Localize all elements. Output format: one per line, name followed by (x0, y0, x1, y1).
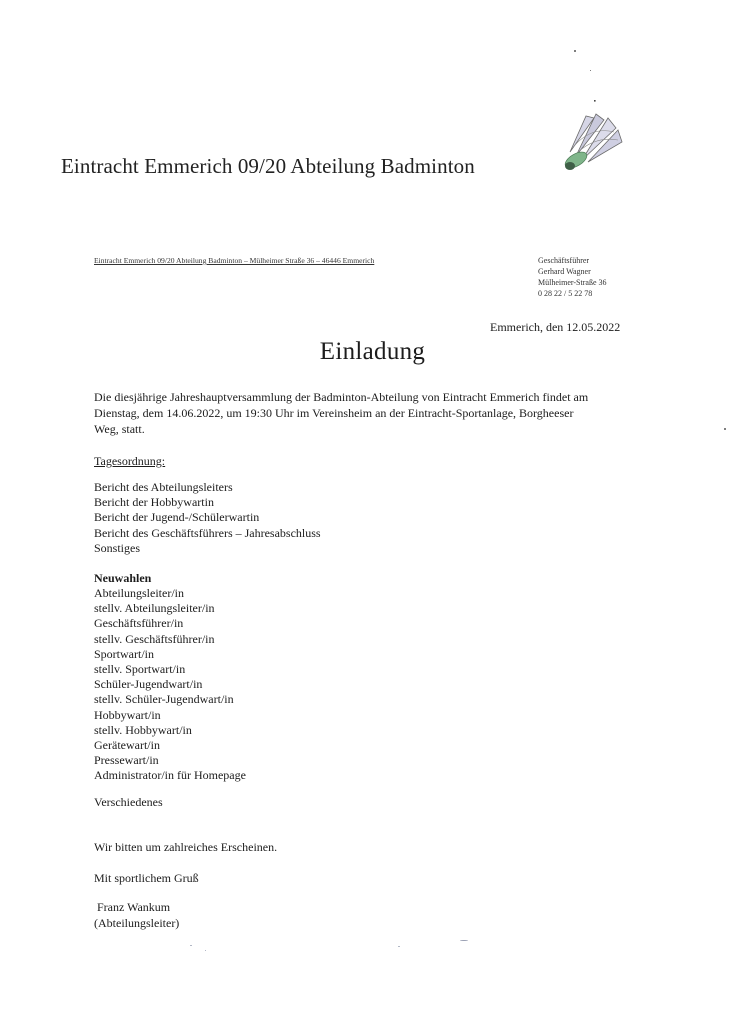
elections-title: Neuwahlen (94, 571, 152, 585)
agenda-item: Sonstiges (94, 540, 141, 555)
election-item: stellv. Schüler-Jugendwart/in (94, 692, 234, 707)
signature-role: (Abteilungsleiter) (94, 915, 180, 930)
agenda-item: Bericht des Geschäftsführers – Jahresabschluss (94, 525, 321, 540)
date-line: Emmerich, den 12.05.2022 (490, 320, 621, 334)
contact-block (538, 255, 607, 299)
contact-street: Mülheimer-Straße 36 (538, 278, 607, 287)
contact-role: Geschäftsführer (538, 256, 590, 265)
signature-block (94, 900, 179, 931)
election-item: stellv. Hobbywart/in (94, 722, 192, 737)
scan-speck (724, 428, 726, 430)
sender-address-line: Eintracht Emmerich 09/20 Abteilung Badminton – Mülheimer Straße 36 – 46446 Emmerich (94, 256, 375, 265)
agenda-list (94, 480, 321, 556)
election-item: Gerätewart/in (94, 738, 160, 753)
elections-list (94, 586, 246, 784)
document-heading: Einladung (319, 338, 426, 365)
greeting: Mit sportlichem Gruß (94, 871, 199, 885)
agenda-label: Tagesordnung: (94, 454, 166, 468)
election-item: stellv. Geschäftsführer/in (94, 631, 215, 646)
intro-paragraph (94, 389, 644, 437)
intro-line: Die diesjährige Jahreshauptversammlung der Badminton-Abteilung von Eintracht Emmerich findet am (94, 390, 589, 404)
scan-speck (574, 50, 576, 52)
contact-phone: 0 28 22 / 5 22 78 (538, 289, 593, 298)
election-item: Geschäftsführer/in (94, 616, 184, 631)
intro-line: Dienstag, dem 14.06.2022, um 19:30 Uhr im Vereinsheim an der Eintracht-Sportanlage, Borgheeser (94, 406, 574, 420)
club-title: Eintracht Emmerich 09/20 Abteilung Badminton (61, 154, 475, 178)
misc-item: Verschiedenes (94, 795, 163, 809)
election-item: Administrator/in für Homepage (94, 768, 246, 783)
election-item: Schüler-Jugendwart/in (94, 677, 203, 692)
election-item: Sportwart/in (94, 646, 154, 661)
scan-speck (590, 70, 591, 71)
agenda-item: Bericht der Hobbywartin (94, 495, 214, 510)
election-item: Pressewart/in (94, 753, 159, 768)
scan-speck (398, 946, 400, 947)
scan-speck (190, 945, 192, 946)
election-item: Hobbywart/in (94, 707, 161, 722)
agenda-item: Bericht der Jugend-/Schülerwartin (94, 510, 260, 525)
scan-speck (460, 940, 468, 941)
election-item: Abteilungsleiter/in (94, 586, 184, 600)
contact-name: Gerhard Wagner (538, 267, 591, 276)
agenda-item: Bericht des Abteilungsleiters (94, 480, 233, 494)
election-item: stellv. Sportwart/in (94, 662, 186, 677)
scan-speck (205, 950, 206, 951)
signature-name: Franz Wankum (97, 900, 171, 914)
election-item: stellv. Abteilungsleiter/in (94, 601, 215, 616)
shuttlecock-icon (556, 96, 628, 176)
intro-line: Weg, statt. (94, 422, 145, 436)
closing-sentence: Wir bitten um zahlreiches Erscheinen. (94, 840, 278, 854)
